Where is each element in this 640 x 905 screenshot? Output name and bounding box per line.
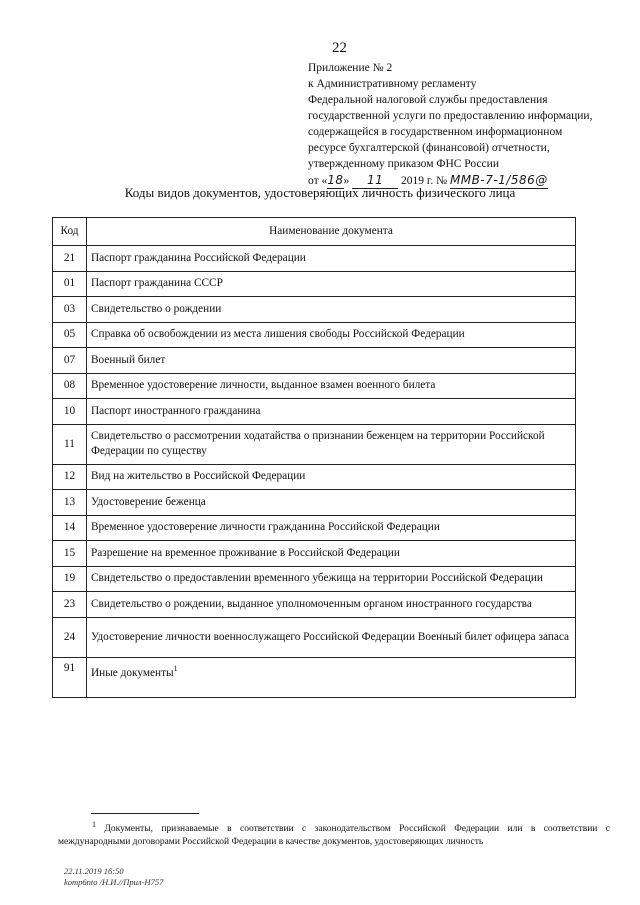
name-cell: Паспорт иностранного гражданина xyxy=(87,399,576,425)
name-cell: Паспорт гражданина Российской Федерации xyxy=(87,246,576,272)
header-line: государственной услуги по предоставлению информации, xyxy=(308,110,593,122)
name-cell: Удостоверение личности военнослужащего Российской Федерации Военный билет офицера запаса xyxy=(87,617,576,657)
approval-number: ММВ-7-1/586@ xyxy=(449,173,548,187)
footnote-text: Документы, признаваемые в соответствии с законодательством Российской Федерации или в соответствии с международными договорами Российской Федерации в качестве документов, удостоверяющих личность xyxy=(58,824,610,848)
name-cell: Справка об освобождении из места лишения свободы Российской Федерации xyxy=(87,322,576,348)
name-cell: Свидетельство о рождении xyxy=(87,297,576,323)
stamp-user: komp6nto /Н.И.//Прил-Н757 xyxy=(64,877,164,887)
name-cell: Вид на жительство в Российской Федерации xyxy=(87,464,576,490)
code-cell: 91 xyxy=(53,657,87,697)
footnote-divider xyxy=(91,813,199,814)
table-row xyxy=(53,297,576,323)
table-row xyxy=(53,490,576,516)
name-cell: Паспорт гражданина СССР xyxy=(87,271,576,297)
footnote-mark: 1 xyxy=(92,820,96,829)
header-line: содержащейся в государственном информационном xyxy=(308,126,563,138)
table-row xyxy=(53,322,576,348)
header-line: Федеральной налоговой службы предоставления xyxy=(308,94,548,106)
footnote-reference: 1 xyxy=(173,663,178,673)
code-cell: 13 xyxy=(53,490,87,516)
name-cell: Временное удостоверение личности, выданное взамен военного билета xyxy=(87,373,576,399)
table-row xyxy=(53,399,576,425)
code-column-header: Код xyxy=(53,218,87,246)
header-line: к Административному регламенту xyxy=(308,78,477,90)
code-cell: 14 xyxy=(53,515,87,541)
code-cell: 15 xyxy=(53,541,87,567)
table-row xyxy=(53,541,576,567)
code-cell: 21 xyxy=(53,246,87,272)
name-cell: Свидетельство о рождении, выданное уполномоченным органом иностранного государства xyxy=(87,592,576,618)
table-row xyxy=(53,566,576,592)
header-line: утвержденному приказом ФНС России xyxy=(308,158,499,170)
code-cell: 11 xyxy=(53,424,87,464)
table-row xyxy=(53,617,576,657)
approval-day: 18 xyxy=(327,173,344,187)
code-cell: 24 xyxy=(53,617,87,657)
name-cell: Свидетельство о предоставлении временного убежища на территории Российской Федерации xyxy=(87,566,576,592)
print-stamp xyxy=(64,866,163,888)
table-row xyxy=(53,373,576,399)
code-cell: 12 xyxy=(53,464,87,490)
table-row xyxy=(53,515,576,541)
code-cell: 10 xyxy=(53,399,87,425)
approval-quote: » xyxy=(343,175,350,187)
approval-month: 11 xyxy=(352,172,398,189)
document-codes-table xyxy=(52,217,576,698)
code-cell: 19 xyxy=(53,566,87,592)
table-row xyxy=(53,592,576,618)
name-cell: Свидетельство о рассмотрении ходатайства о признании беженцем на территории Российской Федерации по существу xyxy=(87,424,576,464)
table-row xyxy=(53,246,576,272)
table-row xyxy=(53,464,576,490)
code-cell: 08 xyxy=(53,373,87,399)
approval-prefix: от « xyxy=(308,175,328,187)
footnote xyxy=(58,818,610,849)
table-row xyxy=(53,348,576,374)
code-cell: 01 xyxy=(53,271,87,297)
code-cell: 07 xyxy=(53,348,87,374)
code-cell: 05 xyxy=(53,322,87,348)
annex-header xyxy=(308,60,608,189)
code-cell: 23 xyxy=(53,592,87,618)
name-cell xyxy=(87,657,576,697)
table-header-row xyxy=(53,218,576,246)
document-title: Коды видов документов, удостоверяющих личность физического лица xyxy=(124,185,516,200)
table-row xyxy=(53,271,576,297)
approval-year: 2019 г. № xyxy=(401,175,448,187)
table-row xyxy=(53,657,576,697)
name-cell: Временное удостоверение личности гражданина Российской Федерации xyxy=(87,515,576,541)
name-cell: Военный билет xyxy=(87,348,576,374)
code-cell: 03 xyxy=(53,297,87,323)
name-cell: Разрешение на временное проживание в Российской Федерации xyxy=(87,541,576,567)
name-column-header: Наименование документа xyxy=(87,218,576,246)
header-line: Приложение № 2 xyxy=(308,62,393,74)
table-row xyxy=(53,424,576,464)
page-number: 22 xyxy=(332,40,347,56)
name-cell: Удостоверение беженца xyxy=(87,490,576,516)
name-cell-text: Иные документы xyxy=(91,666,174,679)
stamp-datetime: 22.11.2019 16:50 xyxy=(64,866,124,876)
header-line: ресурсе бухгалтерской (финансовой) отчетности, xyxy=(308,142,550,154)
